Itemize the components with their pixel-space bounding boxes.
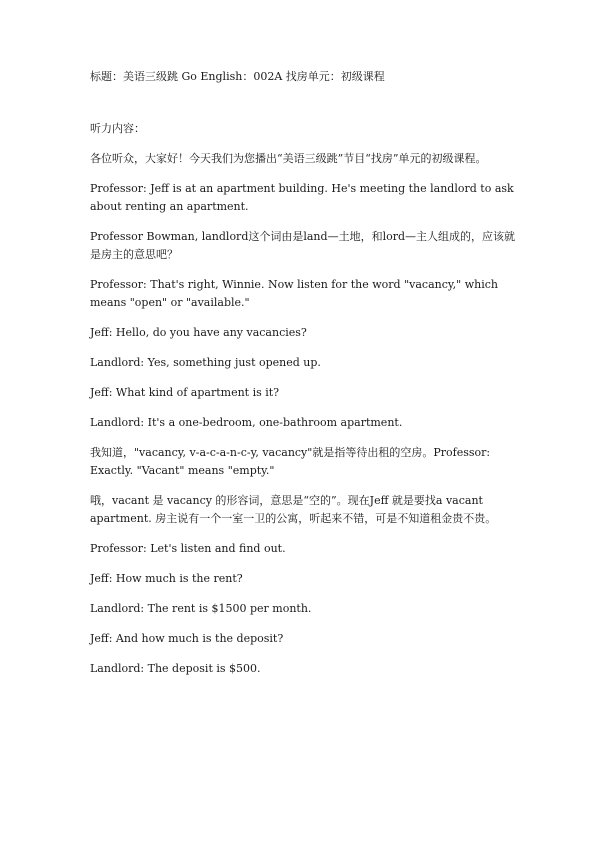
document-title: 标题：美语三级跳 Go English：002A 找房单元：初级课程 [90,70,385,83]
dialogue-line: Jeff: How much is the rent? [90,572,243,585]
dialogue-line: Landlord: The deposit is $500. [90,662,261,675]
dialogue-line: Jeff: And how much is the deposit? [90,632,284,645]
dialogue-line: Landlord: It's a one-bedroom, one-bathroom apartment. [90,416,403,429]
paragraph-vacancy-definition: Professor: That's right, Winnie. Now listen for the word "vacancy," which means "open" or "available." [90,278,498,309]
dialogue-line: Jeff: Hello, do you have any vacancies? [90,326,307,339]
dialogue-line: Landlord: The rent is $1500 per month. [90,602,312,615]
paragraph-professor-intro: Professor: Jeff is at an apartment building. He's meeting the landlord to ask about renting an apartment. [90,182,514,213]
document-page [90,68,515,690]
paragraph-landlord-explanation: Professor Bowman, landlord这个词由是land—土地，和lord—主人组成的，应该就是房主的意思吧？ [90,230,516,261]
dialogue-line: Landlord: Yes, something just opened up. [90,356,321,369]
section-heading: 听力内容： [90,122,145,135]
paragraph-vacancy-spelling: 我知道，"vacancy, v-a-c-a-n-c-y, vacancy"就是指等待出租的空房。Professor: Exactly. "Vacant" means "empty." [90,446,491,477]
dialogue-line: Jeff: What kind of apartment is it? [90,386,280,399]
paragraph-intro: 各位听众，大家好！今天我们为您播出“美语三级跳”节目“找房”单元的初级课程。 [90,152,487,165]
paragraph-vacant-explanation: 哦，vacant 是 vacancy 的形容词，意思是“空的”。现在Jeff 就是要找a vacant apartment. 房主说有一个一室一卫的公寓，听起来不错，可是不知道租金贵不贵。 [90,494,497,525]
dialogue-line: Professor: Let's listen and find out. [90,542,286,555]
